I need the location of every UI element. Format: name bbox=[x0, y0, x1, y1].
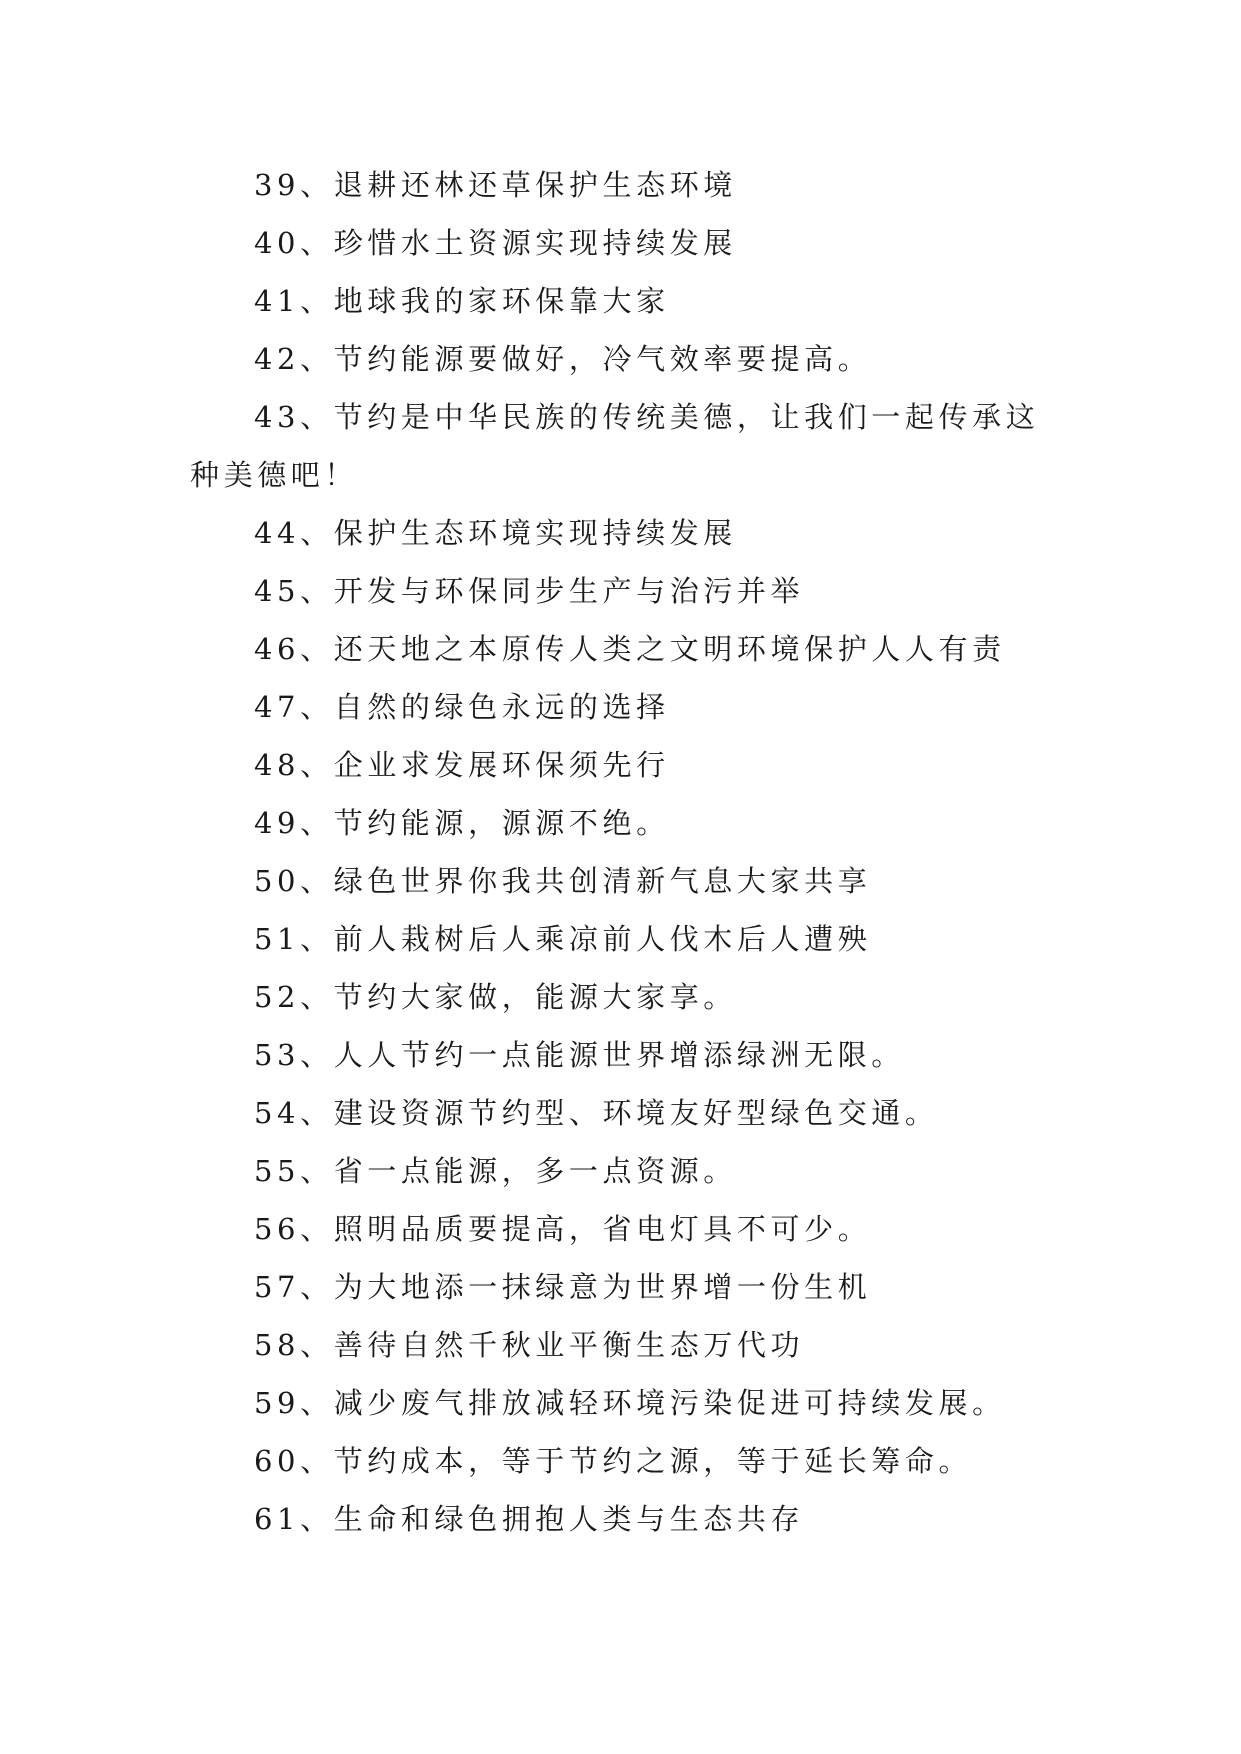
slogan-list bbox=[190, 156, 1060, 1548]
list-item: 45、开发与环保同步生产与治污并举 bbox=[254, 574, 805, 608]
list-item: 53、人人节约一点能源世界增添绿洲无限。 bbox=[254, 1038, 905, 1072]
list-item: 40、珍惜水土资源实现持续发展 bbox=[254, 226, 737, 260]
list-item: 61、生命和绿色拥抱人类与生态共存 bbox=[254, 1502, 805, 1536]
list-item: 46、还天地之本原传人类之文明环境保护人人有责 bbox=[254, 632, 1006, 666]
list-item: 42、节约能源要做好，冷气效率要提高。 bbox=[254, 342, 872, 376]
list-item: 60、节约成本，等于节约之源，等于延长筹命。 bbox=[254, 1444, 973, 1478]
list-item: 47、自然的绿色永远的选择 bbox=[254, 690, 670, 724]
list-item: 44、保护生态环境实现持续发展 bbox=[254, 516, 737, 550]
list-item: 57、为大地添一抹绿意为世界增一份生机 bbox=[254, 1270, 872, 1304]
list-item: 56、照明品质要提高，省电灯具不可少。 bbox=[254, 1212, 872, 1246]
list-item: 51、前人栽树后人乘凉前人伐木后人遭殃 bbox=[254, 922, 872, 956]
list-item: 49、节约能源，源源不绝。 bbox=[254, 806, 670, 840]
list-item: 58、善待自然千秋业平衡生态万代功 bbox=[254, 1328, 805, 1362]
list-item: 41、地球我的家环保靠大家 bbox=[254, 284, 670, 318]
list-item: 59、减少废气排放减轻环境污染促进可持续发展。 bbox=[254, 1386, 1006, 1420]
list-item: 55、省一点能源，多一点资源。 bbox=[254, 1154, 737, 1188]
list-item: 54、建设资源节约型、环境友好型绿色交通。 bbox=[254, 1096, 939, 1130]
list-item: 39、退耕还林还草保护生态环境 bbox=[254, 168, 737, 202]
list-item: 50、绿色世界你我共创清新气息大家共享 bbox=[254, 864, 872, 898]
list-item: 43、节约是中华民族的传统美德，让我们一起传承这种美德吧！ bbox=[190, 400, 1040, 492]
list-item: 48、企业求发展环保须先行 bbox=[254, 748, 670, 782]
list-item: 52、节约大家做，能源大家享。 bbox=[254, 980, 737, 1014]
